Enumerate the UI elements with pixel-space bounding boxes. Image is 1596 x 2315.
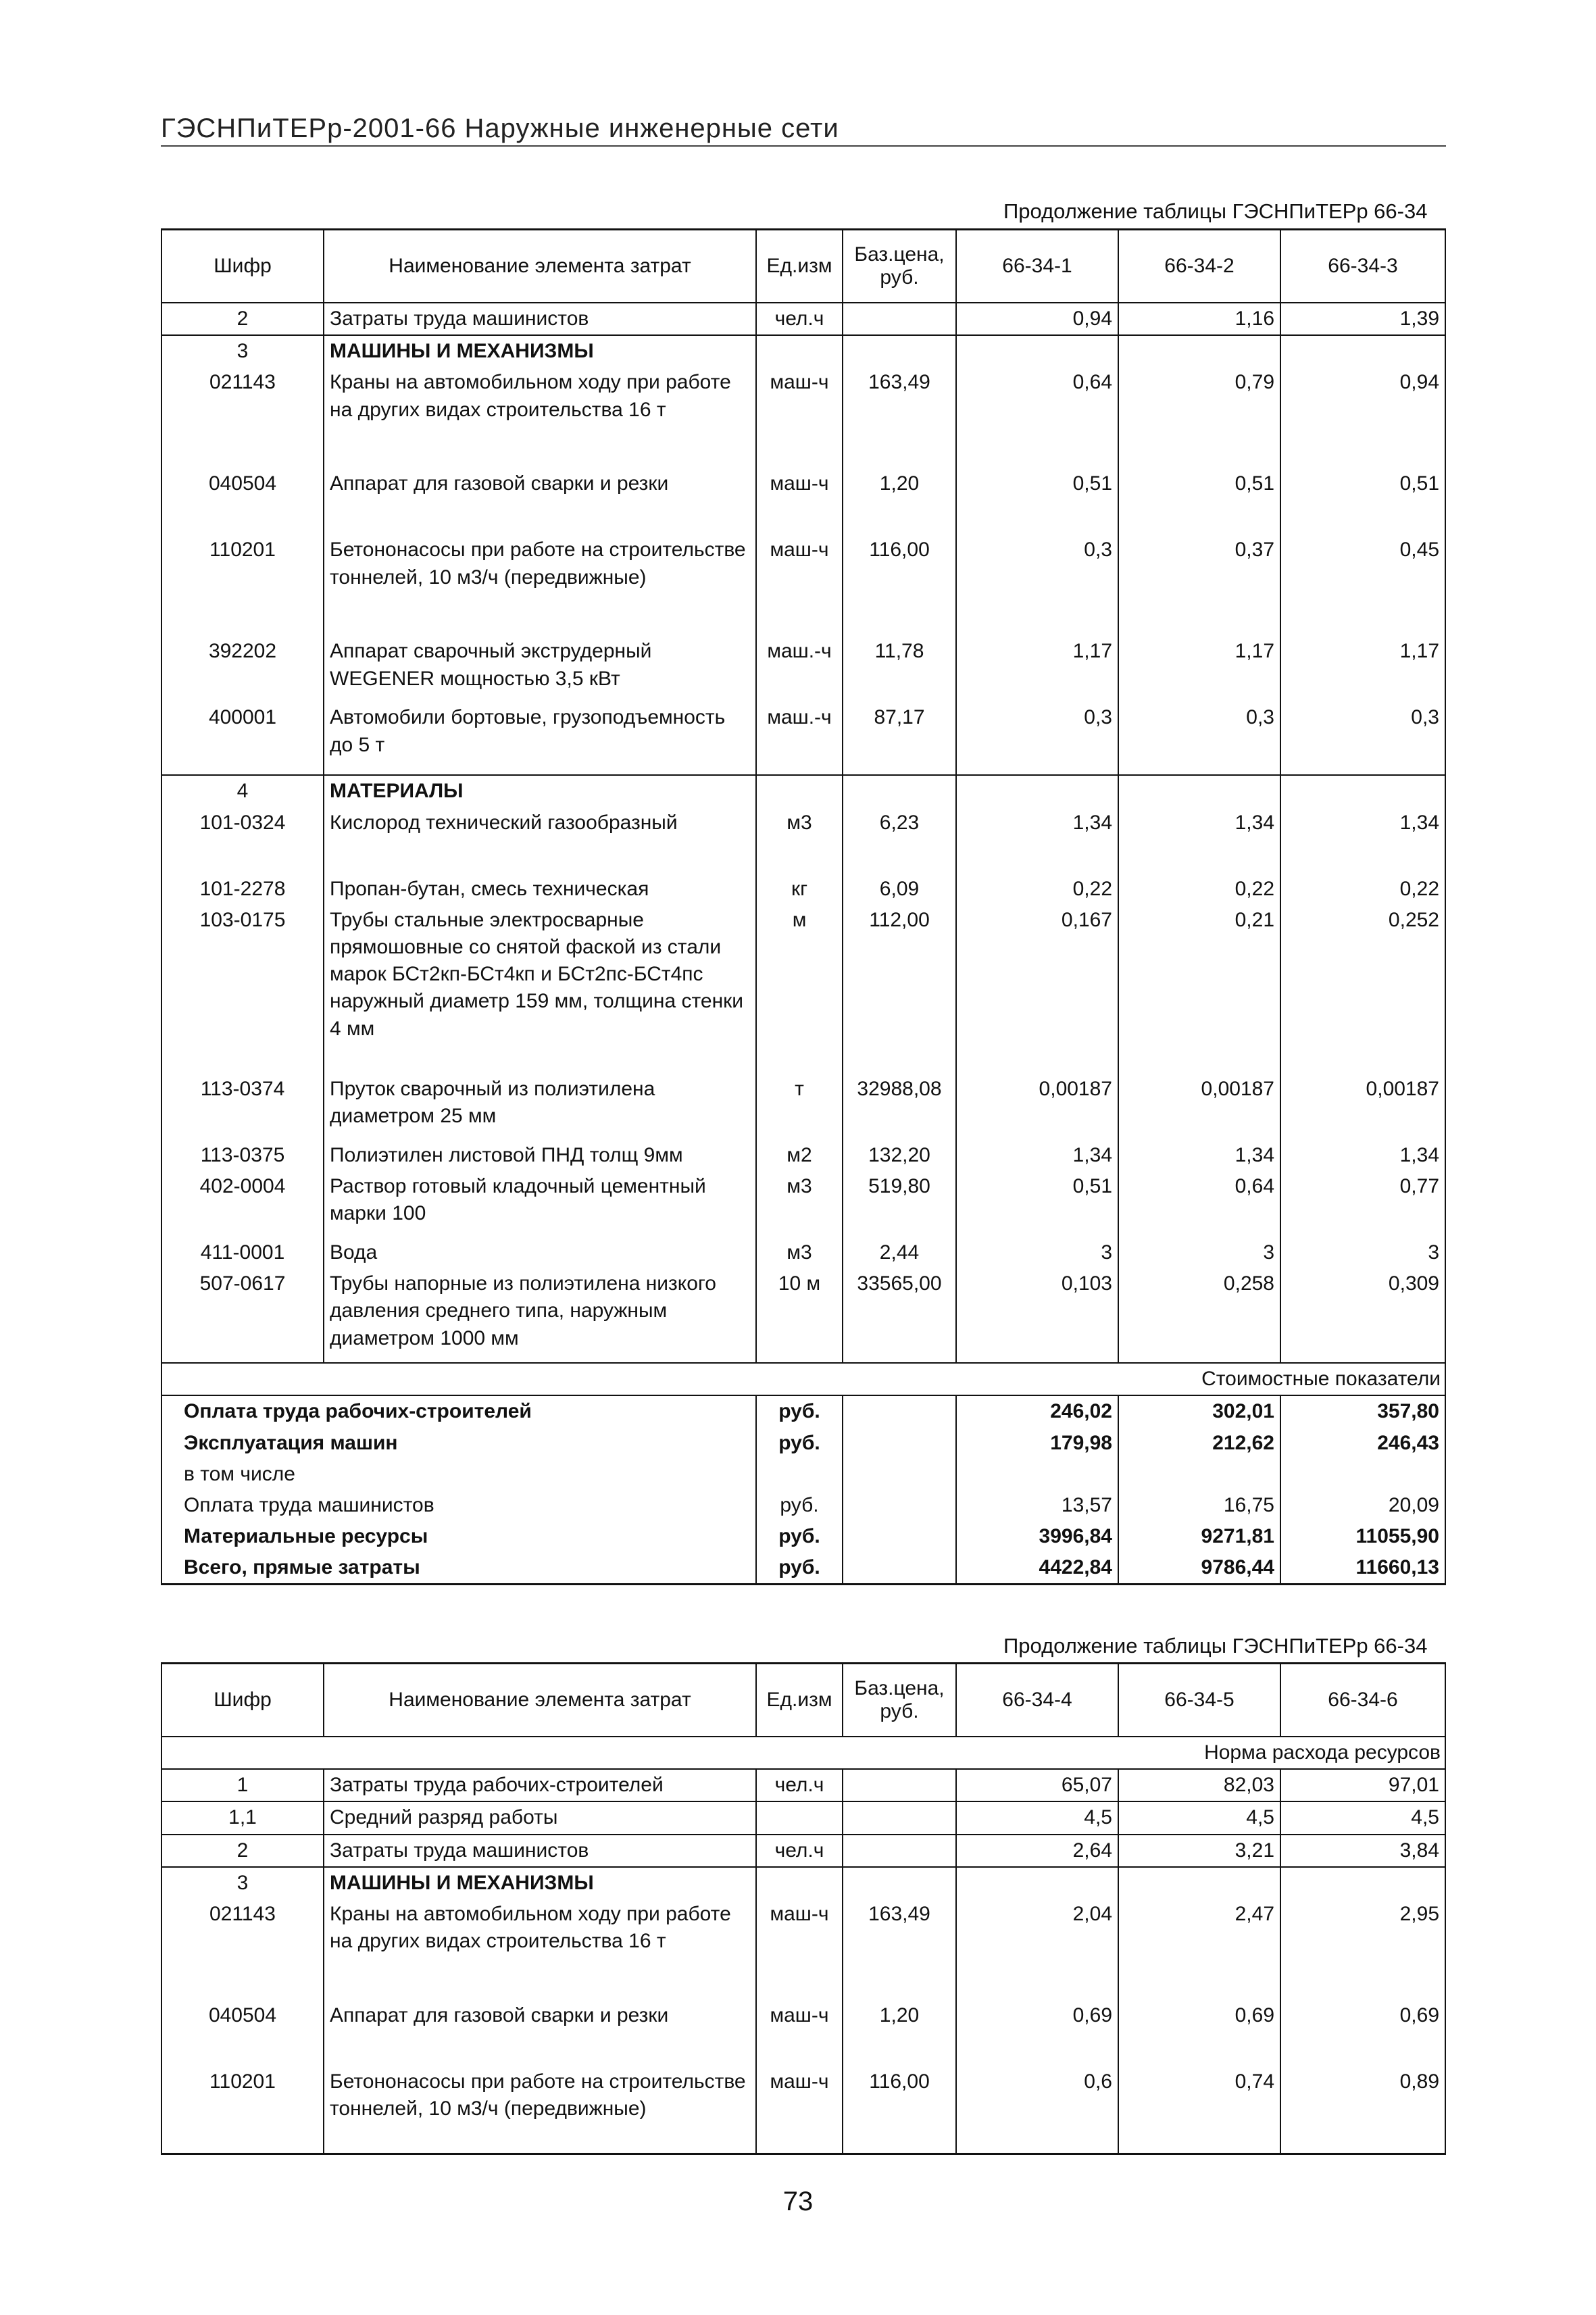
cost-row xyxy=(161,1521,1445,1552)
table1-continuation-caption: Продолжение таблицы ГЭСНПиТЕРр 66-34 xyxy=(1003,199,1428,223)
cell-v1: 0,51 xyxy=(956,468,1118,534)
table-row xyxy=(161,367,1445,468)
cost-header-row xyxy=(161,1363,1445,1395)
cell-code: 1 xyxy=(161,1769,324,1801)
cost-v3: 357,80 xyxy=(1280,1395,1445,1427)
cell-v1: 2,04 xyxy=(956,1899,1118,2000)
col-header-code: Шифр xyxy=(161,1664,324,1737)
cost-unit: руб. xyxy=(756,1521,843,1552)
cell-base xyxy=(843,1801,956,1834)
cell-v3: 1,34 xyxy=(1280,807,1445,874)
cell-v1: 0,22 xyxy=(956,874,1118,905)
cell-code: 040504 xyxy=(161,468,324,534)
cell-base: 116,00 xyxy=(843,2066,956,2154)
cell-name: Затраты труда рабочих-строителей xyxy=(324,1769,756,1801)
cell-base: 116,00 xyxy=(843,534,956,636)
cell-name: Аппарат сварочный экструдерный WEGENER мощностью 3,5 кВт xyxy=(324,636,756,702)
table-row xyxy=(161,1801,1445,1834)
cell-code: 101-2278 xyxy=(161,874,324,905)
cell-v1: 0,3 xyxy=(956,534,1118,636)
cost-row xyxy=(161,1395,1445,1427)
cost-v2: 302,01 xyxy=(1118,1395,1280,1427)
cost-row xyxy=(161,1459,1445,1490)
col-header-v3: 66-34-6 xyxy=(1280,1664,1445,1737)
cell-code: 113-0375 xyxy=(161,1140,324,1171)
cost-v3: 20,09 xyxy=(1280,1490,1445,1521)
cell-unit xyxy=(756,1801,843,1834)
cell-code: 392202 xyxy=(161,636,324,702)
cost-v1: 179,98 xyxy=(956,1428,1118,1459)
cell-v3: 0,51 xyxy=(1280,468,1445,534)
cell-name: Затраты труда машинистов xyxy=(324,1835,756,1867)
table-row xyxy=(161,1835,1445,1867)
cell-v2: 0,3 xyxy=(1118,702,1280,775)
cell-v1: 1,34 xyxy=(956,807,1118,874)
section-row xyxy=(161,335,1445,367)
cell-v2: 0,37 xyxy=(1118,534,1280,636)
cell-code: 400001 xyxy=(161,702,324,775)
table-row xyxy=(161,1237,1445,1268)
cell-code: 110201 xyxy=(161,534,324,636)
table-row xyxy=(161,2000,1445,2066)
table-row xyxy=(161,1899,1445,2000)
table-row xyxy=(161,1171,1445,1237)
cell-code: 040504 xyxy=(161,2000,324,2066)
cell-name: Автомобили бортовые, грузоподъемность до 5 т xyxy=(324,702,756,775)
cell-v3: 0,3 xyxy=(1280,702,1445,775)
cell-unit: м3 xyxy=(756,1171,843,1237)
cell-base: 163,49 xyxy=(843,1899,956,2000)
section-title: МАТЕРИАЛЫ xyxy=(324,775,756,807)
col-header-v2: 66-34-2 xyxy=(1118,230,1280,303)
cell-v1: 3 xyxy=(956,1237,1118,1268)
cell-name: Затраты труда машинистов xyxy=(324,303,756,335)
cell-base: 2,44 xyxy=(843,1237,956,1268)
cell-unit: м2 xyxy=(756,1140,843,1171)
cell-base: 11,78 xyxy=(843,636,956,702)
cell-v2: 1,34 xyxy=(1118,807,1280,874)
cell-unit: чел.ч xyxy=(756,1769,843,1801)
norm-header-row xyxy=(161,1737,1445,1769)
cost-v3: 11660,13 xyxy=(1280,1552,1445,1585)
cell-v3: 3 xyxy=(1280,1237,1445,1268)
cell-name: Краны на автомобильном ходу при работе на других видах строительства 16 т xyxy=(324,1899,756,2000)
table2-continuation-caption: Продолжение таблицы ГЭСНПиТЕРр 66-34 xyxy=(1003,1634,1428,1658)
table-row xyxy=(161,534,1445,636)
cell-v2: 0,21 xyxy=(1118,905,1280,1074)
table-row xyxy=(161,468,1445,534)
cell-v1: 0,167 xyxy=(956,905,1118,1074)
cost-name: в том числе xyxy=(161,1459,756,1490)
cell-base: 112,00 xyxy=(843,905,956,1074)
cell-v2: 1,17 xyxy=(1118,636,1280,702)
col-header-name: Наименование элемента затрат xyxy=(324,230,756,303)
table1-header-row xyxy=(161,230,1445,303)
cell-v3: 1,39 xyxy=(1280,303,1445,335)
cell-name: Раствор готовый кладочный цементный марки 100 xyxy=(324,1171,756,1237)
cell-base: 6,09 xyxy=(843,874,956,905)
cell-name: Кислород технический газообразный xyxy=(324,807,756,874)
cell-name: Пруток сварочный из полиэтилена диаметром 25 мм xyxy=(324,1074,756,1140)
cost-row xyxy=(161,1552,1445,1585)
section-row xyxy=(161,1867,1445,1899)
table-row xyxy=(161,807,1445,874)
cell-v2: 3 xyxy=(1118,1237,1280,1268)
cell-base: 87,17 xyxy=(843,702,956,775)
cell-code: 3 xyxy=(161,1867,324,1899)
cost-v2: 16,75 xyxy=(1118,1490,1280,1521)
cell-v2: 82,03 xyxy=(1118,1769,1280,1801)
cost-v2: 9786,44 xyxy=(1118,1552,1280,1585)
table-row xyxy=(161,303,1445,335)
table-row xyxy=(161,905,1445,1074)
cell-v3: 0,252 xyxy=(1280,905,1445,1074)
cell-unit: м3 xyxy=(756,1237,843,1268)
cost-v1: 3996,84 xyxy=(956,1521,1118,1552)
cell-name: Средний разряд работы xyxy=(324,1801,756,1834)
cell-v2: 0,64 xyxy=(1118,1171,1280,1237)
cost-header: Стоимостные показатели xyxy=(161,1363,1445,1395)
cell-v2: 2,47 xyxy=(1118,1899,1280,2000)
cell-base: 1,20 xyxy=(843,2000,956,2066)
cell-v1: 0,6 xyxy=(956,2066,1118,2154)
cell-v2: 1,34 xyxy=(1118,1140,1280,1171)
cell-base: 33565,00 xyxy=(843,1268,956,1363)
table2-header-row xyxy=(161,1664,1445,1737)
cell-v3: 0,309 xyxy=(1280,1268,1445,1363)
cost-v2 xyxy=(1118,1459,1280,1490)
cell-base: 6,23 xyxy=(843,807,956,874)
cell-unit: маш-ч xyxy=(756,367,843,468)
cell-name: Трубы стальные электросварные прямошовные со снятой фаской из стали марок БСт2кп-БСт4кп и БСт2пс-БСт4пс наружный диаметр 159 мм, толщина стенки 4 мм xyxy=(324,905,756,1074)
cell-base: 519,80 xyxy=(843,1171,956,1237)
col-header-base-price: Баз.цена, руб. xyxy=(843,1664,956,1737)
cell-code: 101-0324 xyxy=(161,807,324,874)
table-row xyxy=(161,702,1445,775)
document-header: ГЭСНПиТЕРр-2001-66 Наружные инженерные сети xyxy=(161,114,839,143)
col-header-base-price: Баз.цена, руб. xyxy=(843,230,956,303)
section-title: МАШИНЫ И МЕХАНИЗМЫ xyxy=(324,1867,756,1899)
table-row xyxy=(161,1140,1445,1171)
cell-base xyxy=(843,1835,956,1867)
cell-unit: чел.ч xyxy=(756,1835,843,1867)
cost-name: Оплата труда рабочих-строителей xyxy=(161,1395,756,1427)
cost-unit: руб. xyxy=(756,1490,843,1521)
cell-v2: 0,79 xyxy=(1118,367,1280,468)
cell-name: Аппарат для газовой сварки и резки xyxy=(324,2000,756,2066)
cell-code: 1,1 xyxy=(161,1801,324,1834)
cell-code: 113-0374 xyxy=(161,1074,324,1140)
cell-v2: 0,74 xyxy=(1118,2066,1280,2154)
cell-name: Бетононасосы при работе на строительстве тоннелей, 10 м3/ч (передвижные) xyxy=(324,2066,756,2154)
col-header-unit: Ед.изм xyxy=(756,1664,843,1737)
cost-name: Эксплуатация машин xyxy=(161,1428,756,1459)
cell-code: 3 xyxy=(161,335,324,367)
cell-code: 103-0175 xyxy=(161,905,324,1074)
cost-unit xyxy=(756,1459,843,1490)
cell-unit: маш-ч xyxy=(756,2066,843,2154)
cost-unit: руб. xyxy=(756,1395,843,1427)
cell-code: 021143 xyxy=(161,367,324,468)
cost-name: Оплата труда машинистов xyxy=(161,1490,756,1521)
cell-v3: 1,34 xyxy=(1280,1140,1445,1171)
cell-v1: 0,64 xyxy=(956,367,1118,468)
cost-unit: руб. xyxy=(756,1552,843,1585)
table2 xyxy=(161,1662,1446,2155)
col-header-v3: 66-34-3 xyxy=(1280,230,1445,303)
cell-v1: 1,34 xyxy=(956,1140,1118,1171)
cell-unit: маш.-ч xyxy=(756,702,843,775)
cell-v3: 4,5 xyxy=(1280,1801,1445,1834)
cell-unit: маш-ч xyxy=(756,1899,843,2000)
cell-code: 4 xyxy=(161,775,324,807)
cell-v1: 0,00187 xyxy=(956,1074,1118,1140)
table1 xyxy=(161,228,1446,1585)
cell-v1: 1,17 xyxy=(956,636,1118,702)
table-row xyxy=(161,2066,1445,2154)
table-row xyxy=(161,1074,1445,1140)
cost-v1: 4422,84 xyxy=(956,1552,1118,1585)
cell-base: 32988,08 xyxy=(843,1074,956,1140)
cell-v1: 4,5 xyxy=(956,1801,1118,1834)
col-header-v2: 66-34-5 xyxy=(1118,1664,1280,1737)
cell-name: Краны на автомобильном ходу при работе на других видах строительства 16 т xyxy=(324,367,756,468)
cell-v3: 0,77 xyxy=(1280,1171,1445,1237)
cell-unit: кг xyxy=(756,874,843,905)
cell-v3: 0,22 xyxy=(1280,874,1445,905)
cell-name: Вода xyxy=(324,1237,756,1268)
cell-v3: 0,69 xyxy=(1280,2000,1445,2066)
cost-name: Материальные ресурсы xyxy=(161,1521,756,1552)
cell-v3: 3,84 xyxy=(1280,1835,1445,1867)
header-rule xyxy=(161,145,1446,147)
cell-base: 163,49 xyxy=(843,367,956,468)
cell-v2: 1,16 xyxy=(1118,303,1280,335)
cell-unit: м xyxy=(756,905,843,1074)
cell-name: Аппарат для газовой сварки и резки xyxy=(324,468,756,534)
cost-v3 xyxy=(1280,1459,1445,1490)
cell-name: Пропан-бутан, смесь техническая xyxy=(324,874,756,905)
table-row xyxy=(161,874,1445,905)
cell-v3: 1,17 xyxy=(1280,636,1445,702)
cell-v2: 4,5 xyxy=(1118,1801,1280,1834)
section-row xyxy=(161,775,1445,807)
cell-unit: чел.ч xyxy=(756,303,843,335)
cell-v3: 97,01 xyxy=(1280,1769,1445,1801)
cell-v3: 0,00187 xyxy=(1280,1074,1445,1140)
cell-v1: 0,51 xyxy=(956,1171,1118,1237)
cell-v2: 0,258 xyxy=(1118,1268,1280,1363)
cost-v3: 11055,90 xyxy=(1280,1521,1445,1552)
cell-v3: 0,94 xyxy=(1280,367,1445,468)
cell-name: Бетононасосы при работе на строительстве тоннелей, 10 м3/ч (передвижные) xyxy=(324,534,756,636)
cell-unit: маш-ч xyxy=(756,2000,843,2066)
cell-base xyxy=(843,1769,956,1801)
cost-unit: руб. xyxy=(756,1428,843,1459)
col-header-name: Наименование элемента затрат xyxy=(324,1664,756,1737)
cell-v1: 0,103 xyxy=(956,1268,1118,1363)
col-header-code: Шифр xyxy=(161,230,324,303)
cell-v3: 2,95 xyxy=(1280,1899,1445,2000)
col-header-v1: 66-34-1 xyxy=(956,230,1118,303)
col-header-unit: Ед.изм xyxy=(756,230,843,303)
table-row xyxy=(161,1769,1445,1801)
cell-base: 132,20 xyxy=(843,1140,956,1171)
cell-unit: 10 м xyxy=(756,1268,843,1363)
cell-v1: 0,94 xyxy=(956,303,1118,335)
cell-code: 2 xyxy=(161,1835,324,1867)
cell-unit: маш-ч xyxy=(756,534,843,636)
cell-code: 110201 xyxy=(161,2066,324,2154)
cell-v2: 0,69 xyxy=(1118,2000,1280,2066)
table-row xyxy=(161,1268,1445,1363)
cost-v2: 9271,81 xyxy=(1118,1521,1280,1552)
norm-header: Норма расхода ресурсов xyxy=(161,1737,1445,1769)
cost-v1: 13,57 xyxy=(956,1490,1118,1521)
page-number: 73 xyxy=(782,2187,814,2216)
cell-v3: 0,45 xyxy=(1280,534,1445,636)
cell-code: 411-0001 xyxy=(161,1237,324,1268)
cell-v1: 0,3 xyxy=(956,702,1118,775)
table-row xyxy=(161,636,1445,702)
col-header-v1: 66-34-4 xyxy=(956,1664,1118,1737)
cell-v1: 65,07 xyxy=(956,1769,1118,1801)
cell-v2: 3,21 xyxy=(1118,1835,1280,1867)
section-title: МАШИНЫ И МЕХАНИЗМЫ xyxy=(324,335,756,367)
cost-v3: 246,43 xyxy=(1280,1428,1445,1459)
cell-unit: т xyxy=(756,1074,843,1140)
cost-name: Всего, прямые затраты xyxy=(161,1552,756,1585)
cell-v2: 0,00187 xyxy=(1118,1074,1280,1140)
cell-v2: 0,51 xyxy=(1118,468,1280,534)
cell-name: Полиэтилен листовой ПНД толщ 9мм xyxy=(324,1140,756,1171)
cell-code: 021143 xyxy=(161,1899,324,2000)
cost-row xyxy=(161,1490,1445,1521)
cell-code: 402-0004 xyxy=(161,1171,324,1237)
cost-row xyxy=(161,1428,1445,1459)
cell-base xyxy=(843,303,956,335)
cell-name: Трубы напорные из полиэтилена низкого давления среднего типа, наружным диаметром 1000 мм xyxy=(324,1268,756,1363)
cell-v1: 0,69 xyxy=(956,2000,1118,2066)
cell-v1: 2,64 xyxy=(956,1835,1118,1867)
cell-v3: 0,89 xyxy=(1280,2066,1445,2154)
cell-unit: м3 xyxy=(756,807,843,874)
cell-v2: 0,22 xyxy=(1118,874,1280,905)
cell-code: 507-0617 xyxy=(161,1268,324,1363)
cost-v1: 246,02 xyxy=(956,1395,1118,1427)
cell-base: 1,20 xyxy=(843,468,956,534)
cost-v1 xyxy=(956,1459,1118,1490)
cell-code: 2 xyxy=(161,303,324,335)
cell-unit: маш-ч xyxy=(756,468,843,534)
cost-v2: 212,62 xyxy=(1118,1428,1280,1459)
cell-unit: маш.-ч xyxy=(756,636,843,702)
